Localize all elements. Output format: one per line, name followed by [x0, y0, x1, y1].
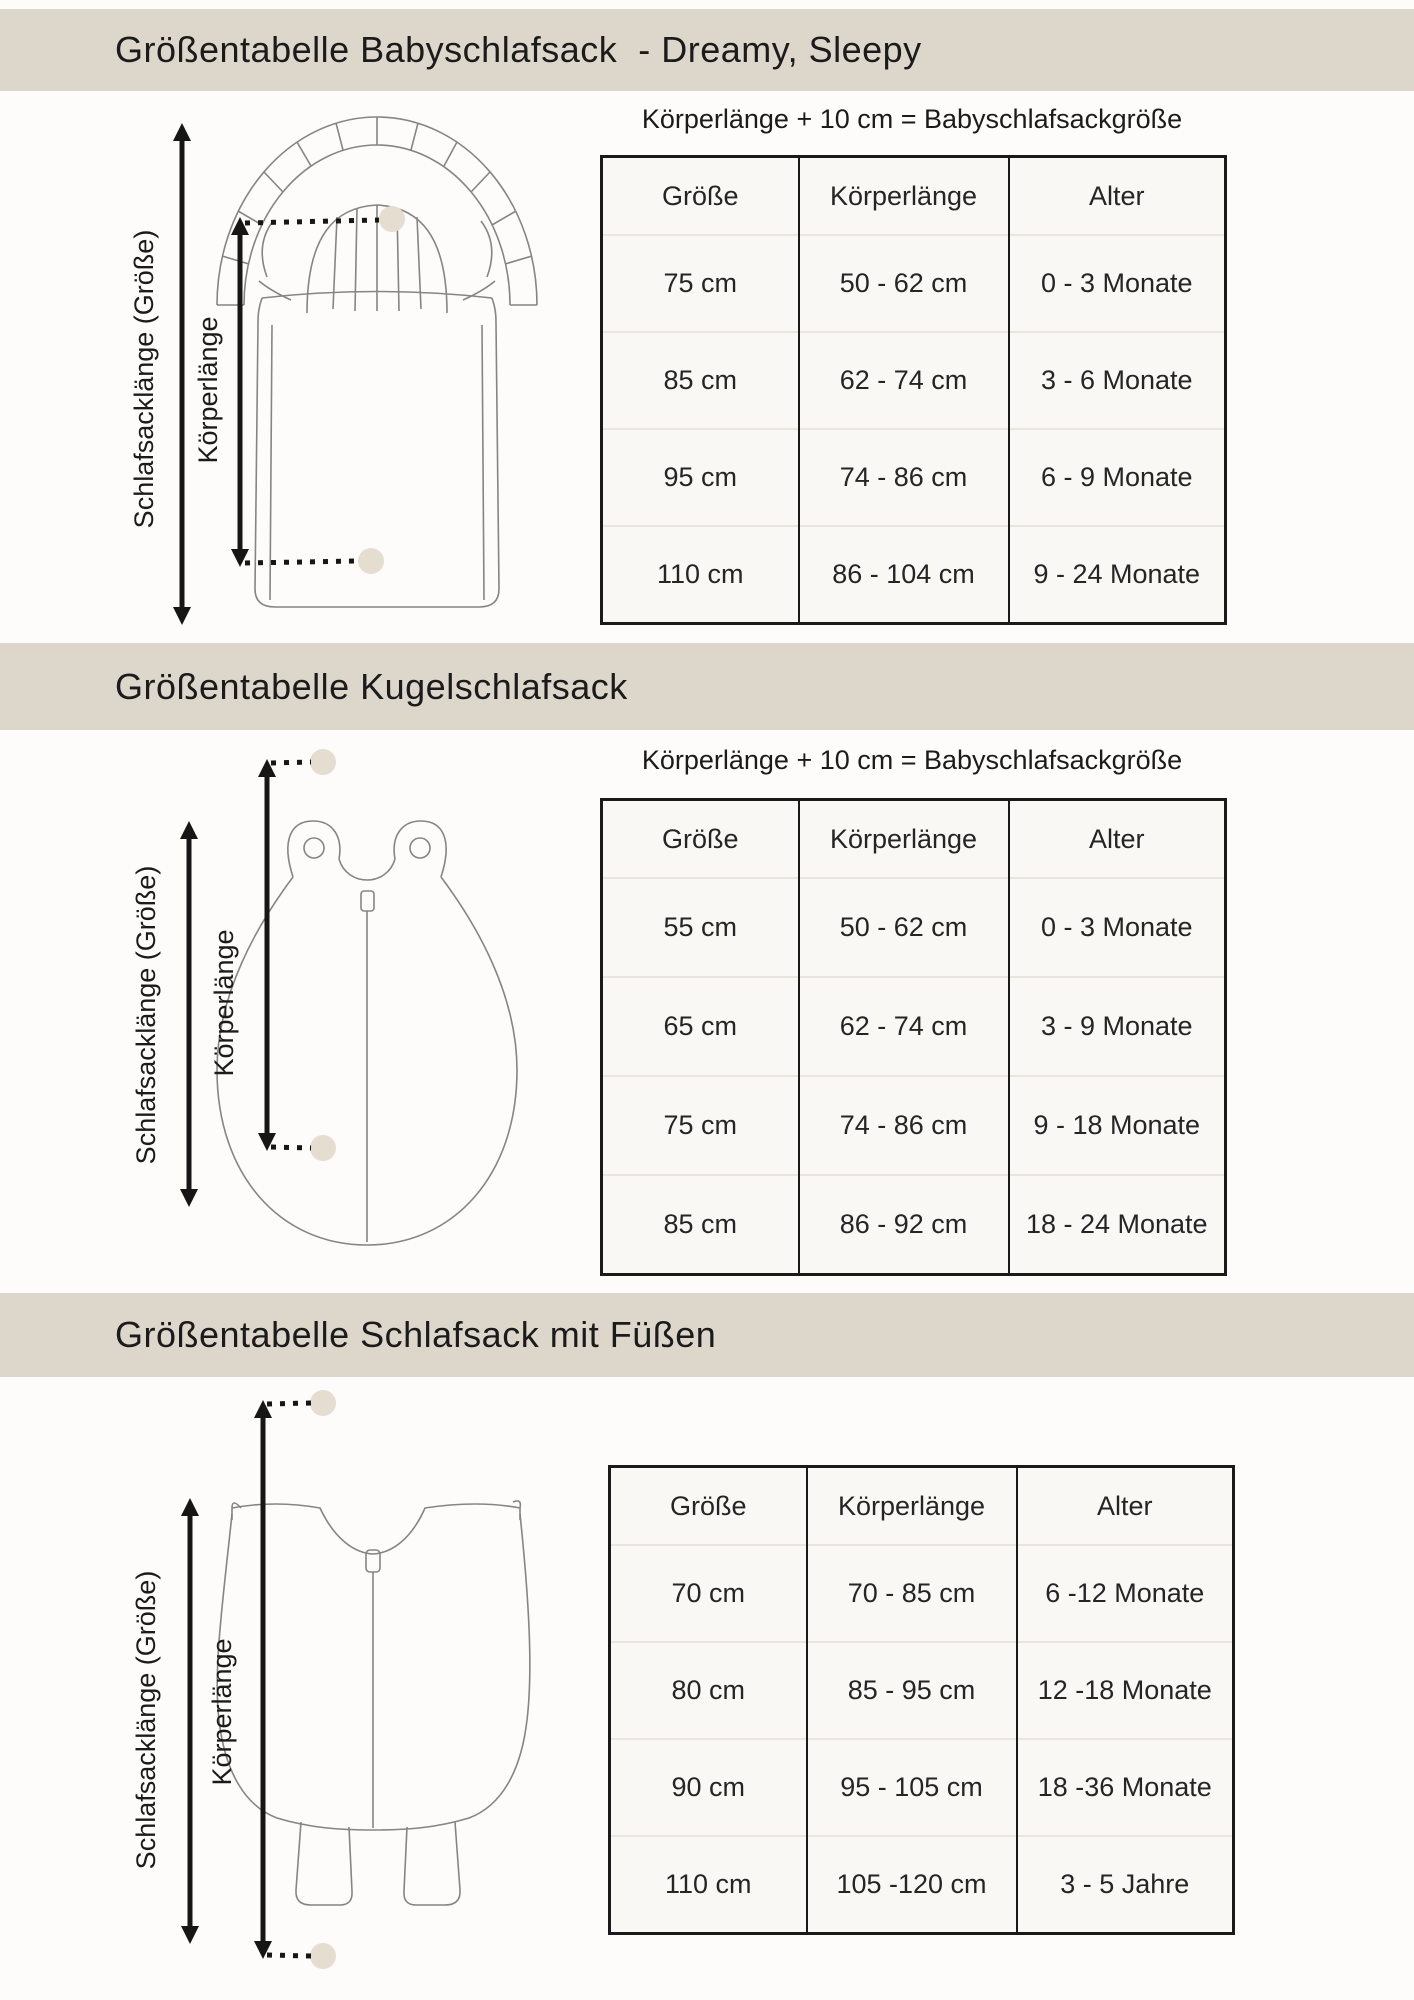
- schlafsacklaenge-label: Schlafsacklänge (Größe): [131, 1570, 161, 1870]
- table-row: [602, 878, 1226, 977]
- table-cell: 85 - 95 cm: [807, 1642, 1017, 1739]
- table-cell: 86 - 104 cm: [799, 526, 1009, 624]
- table-cell: 110 cm: [602, 526, 799, 624]
- table-cell: 18 - 24 Monate: [1009, 1175, 1226, 1275]
- section-title-band: [0, 643, 1414, 730]
- table-cell: 3 - 6 Monate: [1009, 332, 1226, 429]
- koerperlaenge-arrow: [258, 759, 276, 1151]
- table-cell: 0 - 3 Monate: [1009, 878, 1226, 977]
- table-row: [602, 235, 1226, 332]
- schlafsack-mit-fuessen-diagram: [95, 1390, 543, 1985]
- table-row: [610, 1545, 1234, 1642]
- table-cell: 3 - 9 Monate: [1009, 977, 1226, 1076]
- table-cell: 50 - 62 cm: [799, 878, 1009, 977]
- size-formula: Körperlänge + 10 cm = Babyschlafsackgröße: [641, 745, 1183, 775]
- header-row: [610, 1467, 1234, 1546]
- table-cell: 75 cm: [602, 1076, 799, 1175]
- table-cell: 75 cm: [602, 235, 799, 332]
- table-cell: 105 -120 cm: [807, 1836, 1017, 1934]
- column-header: Größe: [661, 180, 739, 211]
- table-cell: 110 cm: [610, 1836, 807, 1934]
- section-title-schlafsack-mit-fuessen: Größentabelle Schlafsack mit Füßen: [115, 1314, 717, 1355]
- koerperlaenge-label: Körperlänge: [209, 929, 239, 1077]
- babyschlafsack-diagram: [95, 95, 543, 630]
- marker-dot: [310, 1390, 336, 1416]
- table-cell: 74 - 86 cm: [799, 429, 1009, 526]
- schlafsacklaenge-arrow: [180, 821, 198, 1207]
- table-cell: 62 - 74 cm: [799, 332, 1009, 429]
- marker-dot: [310, 1135, 336, 1161]
- koerperlaenge-label: Körperlänge: [193, 316, 223, 464]
- table-cell: 62 - 74 cm: [799, 977, 1009, 1076]
- table-cell: 74 - 86 cm: [799, 1076, 1009, 1175]
- table-cell: 90 cm: [610, 1739, 807, 1836]
- section-title-kugelschlafsack: Größentabelle Kugelschlafsack: [115, 665, 628, 707]
- table-cell: 9 - 18 Monate: [1009, 1076, 1226, 1175]
- table-cell: 65 cm: [602, 977, 799, 1076]
- dotted-connector: [267, 1403, 311, 1956]
- sleeping-bag-outline: [217, 821, 517, 1245]
- kugelschlafsack-size-table: [600, 798, 1227, 1276]
- marker-dot: [358, 548, 384, 574]
- schlafsacklaenge-arrow: [181, 1498, 199, 1944]
- section-title-band: [0, 9, 1414, 91]
- column-header: Alter: [1009, 800, 1226, 879]
- schlafsacklaenge-arrow: [173, 123, 191, 625]
- koerperlaenge-label: Körperlänge: [207, 1638, 237, 1786]
- column-header: Körperlänge: [799, 157, 1009, 236]
- table-cell: 80 cm: [610, 1642, 807, 1739]
- column-header: Alter: [1017, 1467, 1234, 1546]
- table-cell: 85 cm: [602, 332, 799, 429]
- table-cell: 12 -18 Monate: [1017, 1642, 1234, 1739]
- koerperlaenge-arrow: [231, 217, 249, 567]
- table-row: [602, 429, 1226, 526]
- marker-dot: [310, 749, 336, 775]
- table-row: [610, 1642, 1234, 1739]
- koerperlaenge-arrow: [254, 1400, 272, 1959]
- table-row: [610, 1836, 1234, 1934]
- header-row: [602, 800, 1226, 879]
- table-cell: 50 - 62 cm: [799, 235, 1009, 332]
- table-cell: 9 - 24 Monate: [1009, 526, 1226, 624]
- table-cell: 0 - 3 Monate: [1009, 235, 1226, 332]
- kugelschlafsack-diagram: [95, 745, 543, 1300]
- table-cell: 70 cm: [610, 1545, 807, 1642]
- section-title-band: [0, 1293, 1414, 1377]
- table-cell: 86 - 92 cm: [799, 1175, 1009, 1275]
- marker-dot: [379, 206, 405, 232]
- sleeping-bag-outline: [217, 117, 537, 607]
- size-formula: Körperlänge + 10 cm = Babyschlafsackgröße: [641, 104, 1183, 134]
- table-row: [602, 1175, 1226, 1275]
- section-title-babyschlafsack: Größentabelle Babyschlafsack - Dreamy, Sleepy: [115, 29, 922, 70]
- table-row: [602, 1076, 1226, 1175]
- table-row: [602, 526, 1226, 624]
- table-row: [610, 1739, 1234, 1836]
- column-header: Körperlänge: [799, 800, 1009, 879]
- header-row: [602, 157, 1226, 236]
- column-header: Größe: [669, 1490, 747, 1521]
- table-cell: 18 -36 Monate: [1017, 1739, 1234, 1836]
- column-header: Größe: [661, 823, 739, 854]
- table-row: [602, 977, 1226, 1076]
- dotted-connector: [271, 762, 311, 1148]
- table-cell: 85 cm: [602, 1175, 799, 1275]
- table-row: [602, 332, 1226, 429]
- table-cell: 95 cm: [602, 429, 799, 526]
- table-cell: 95 - 105 cm: [807, 1739, 1017, 1836]
- table-cell: 70 - 85 cm: [807, 1545, 1017, 1642]
- schlafsacklaenge-label: Schlafsacklänge (Größe): [129, 229, 159, 529]
- schlafsack-mit-fuessen-size-table: [608, 1465, 1235, 1935]
- schlafsacklaenge-label: Schlafsacklänge (Größe): [131, 865, 161, 1165]
- marker-dot: [310, 1943, 336, 1969]
- column-header: Alter: [1009, 157, 1226, 236]
- column-header: Körperlänge: [807, 1467, 1017, 1546]
- babyschlafsack-size-table: [600, 155, 1227, 625]
- table-cell: 6 - 9 Monate: [1009, 429, 1226, 526]
- table-cell: 6 -12 Monate: [1017, 1545, 1234, 1642]
- table-cell: 3 - 5 Jahre: [1017, 1836, 1234, 1934]
- table-cell: 55 cm: [602, 878, 799, 977]
